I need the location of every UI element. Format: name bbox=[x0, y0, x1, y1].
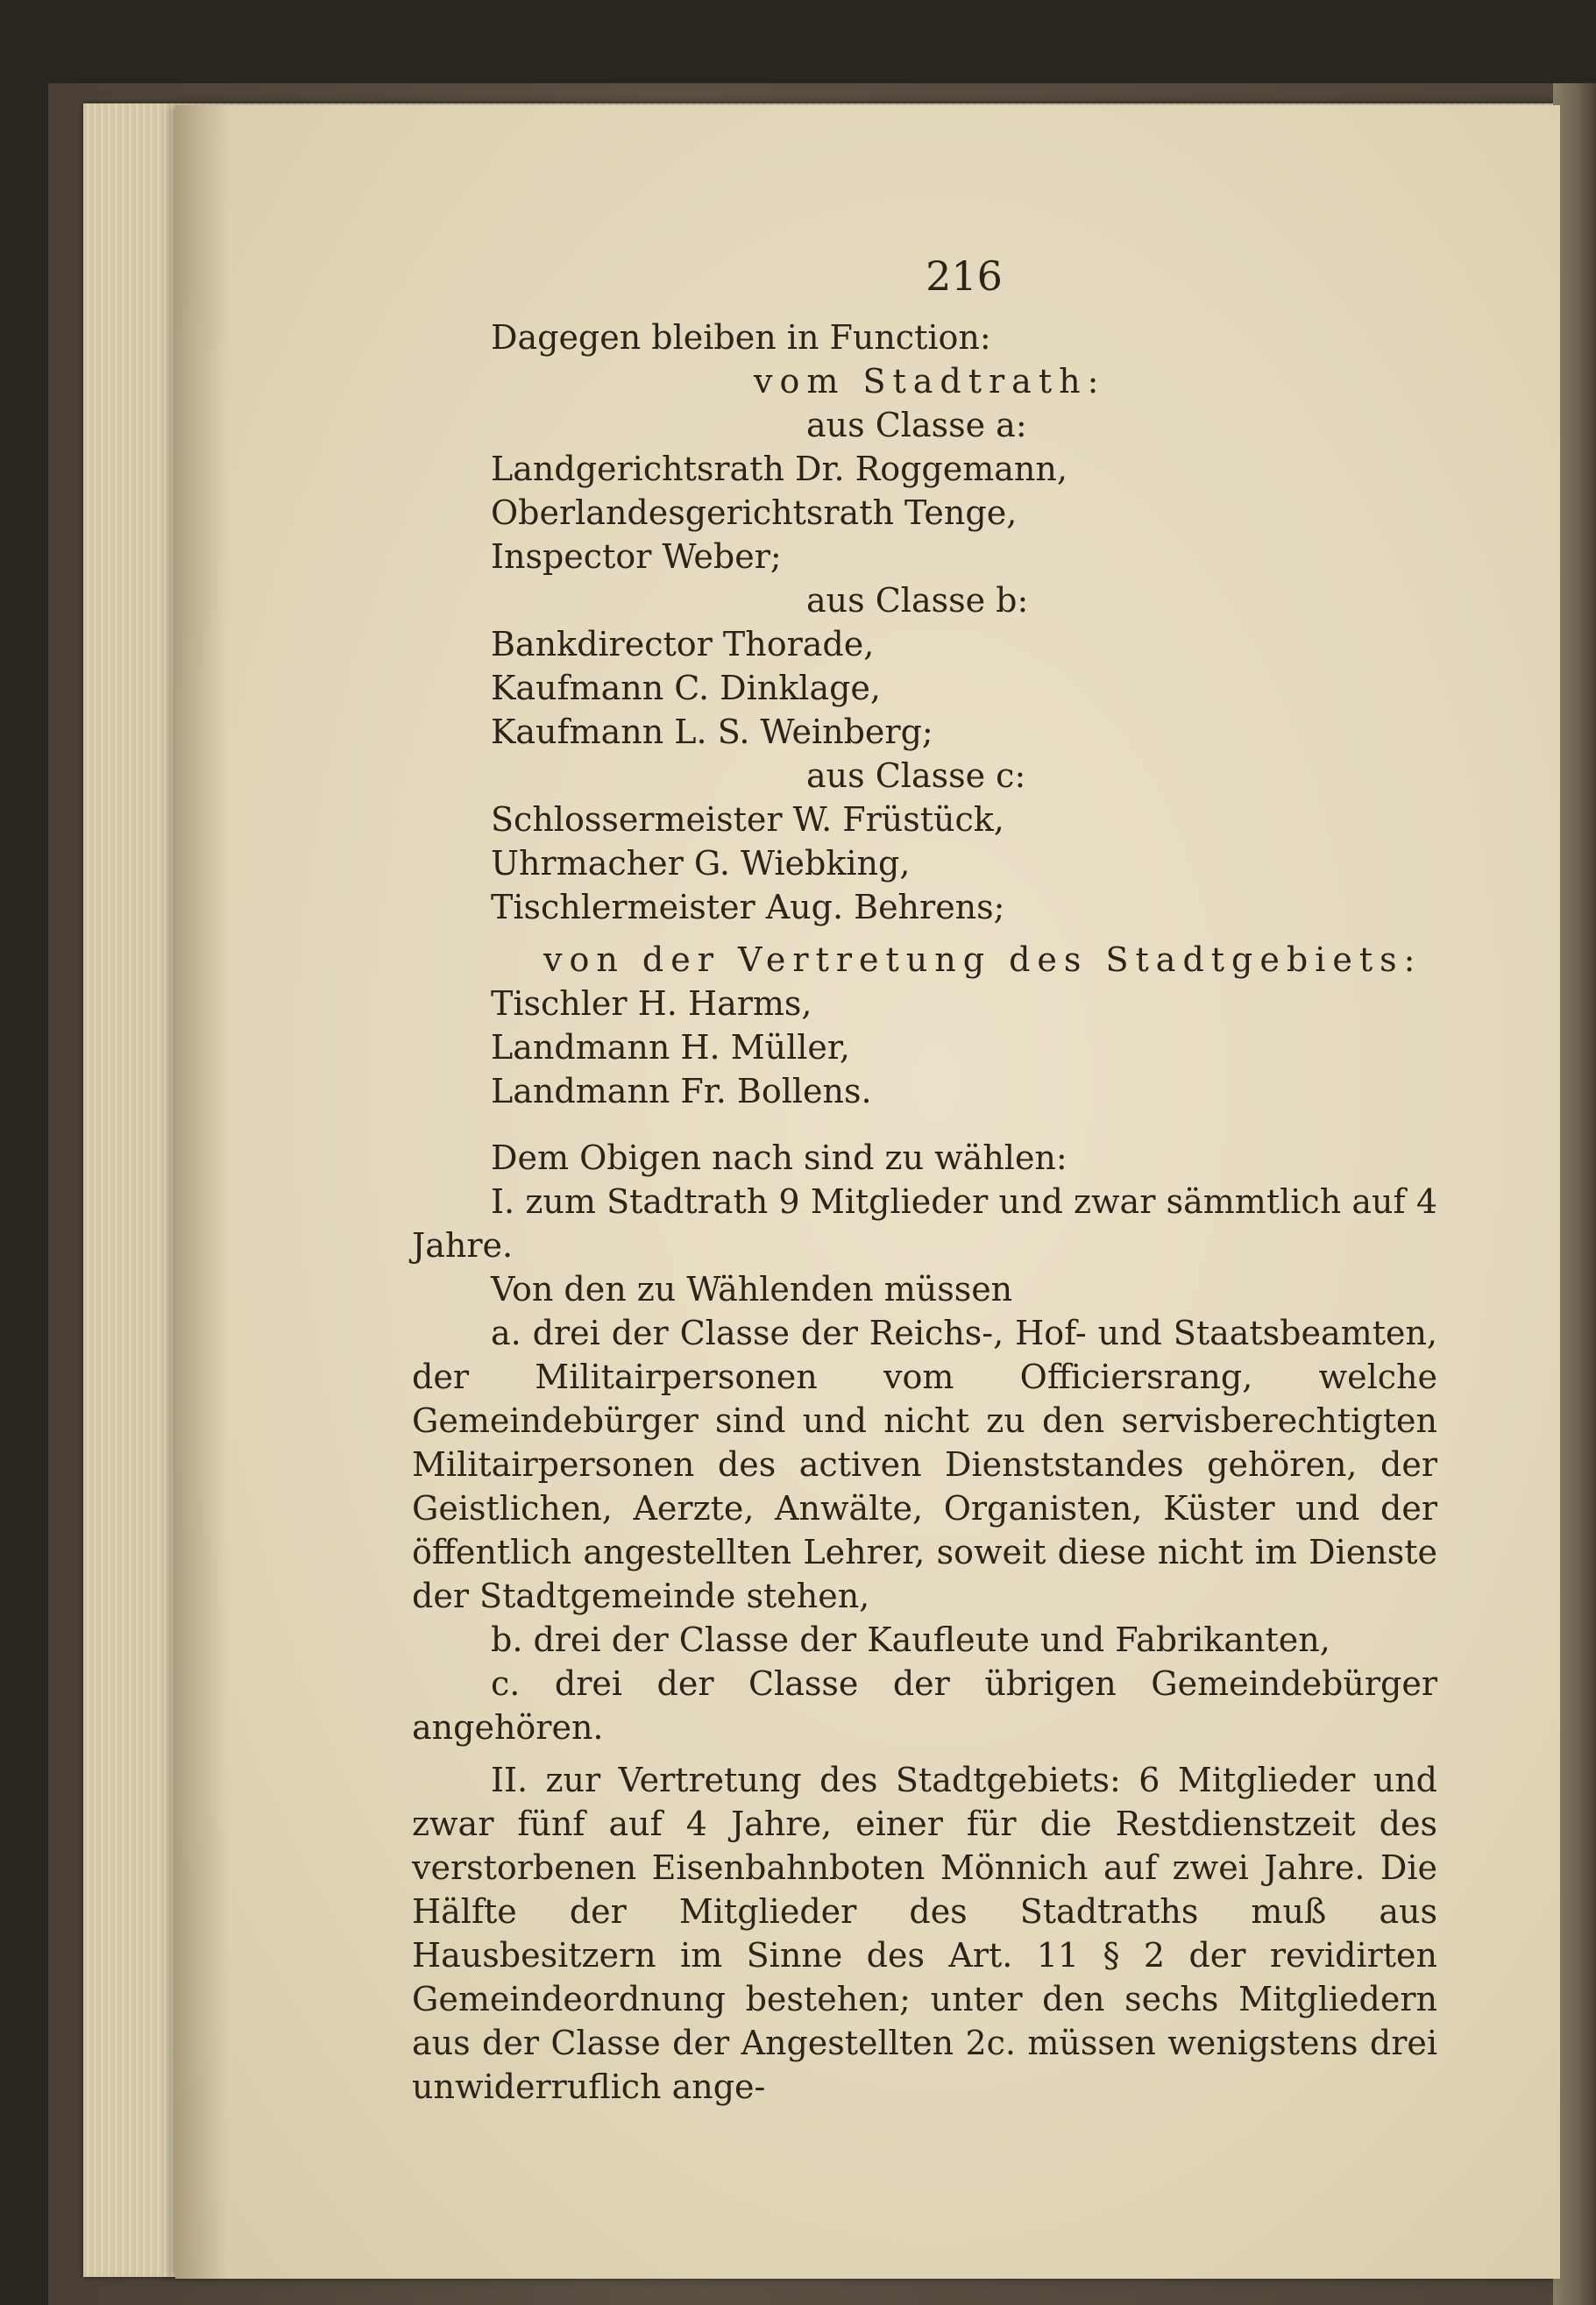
gutter-shadow bbox=[175, 105, 228, 2279]
member-line: Kaufmann L. S. Weinberg; bbox=[491, 713, 933, 751]
member-line: Oberlandesgerichtsrath Tenge, bbox=[491, 493, 1018, 532]
member-line: Inspector Weber; bbox=[491, 537, 782, 576]
member-line: Landmann H. Müller, bbox=[491, 1028, 850, 1067]
paragraph: b. drei der Classe der Kaufleute und Fabrikanten, bbox=[491, 1621, 1330, 1659]
paragraph: Von den zu Wählenden müssen bbox=[491, 1270, 1013, 1309]
page-text bbox=[412, 252, 1437, 2109]
paragraph: II. zur Vertretung des Stadtgebiets: 6 Mitglieder und zwar fünf auf 4 Jahre, einer für die Restdienstzeit des verstorbenen Eisenbahnboten Mönnich auf zwei Jahre. Die Hälfte der Mitglieder des Stadtraths muß aus Hausbesitzern im Sinne des Art. 11 § 2 der revidirten Gemeindeordnung bestehen; unter den sechs Mitgliedern aus der Classe der Angestellten 2c. müssen wenigstens drei unwiderruflich ange- bbox=[412, 1761, 1437, 2106]
member-line: Tischlermeister Aug. Behrens; bbox=[491, 888, 1005, 926]
section-heading: Dagegen bleiben in Function: bbox=[491, 318, 991, 357]
stadtrath-title: vom Stadtrath: bbox=[754, 362, 1106, 401]
member-line: Landgerichtsrath Dr. Roggemann, bbox=[491, 450, 1068, 488]
paragraph: c. drei der Classe der übrigen Gemeindebürger angehören. bbox=[412, 1664, 1437, 1747]
paragraph: a. drei der Classe der Reichs-, Hof- und Staatsbeamten, der Militairpersonen vom Officiersrang, welche Gemeindebürger sind und nicht zu den servisberechtigten Militairpersonen des activen Dienststandes gehören, der Geistlichen, Aerzte, Anwälte, Organisten, Küster und der öffentlich angestellten Lehrer, soweit diese nicht im Dienste der Stadtgemeinde stehen, bbox=[412, 1314, 1437, 1615]
member-line: Uhrmacher G. Wiebking, bbox=[491, 844, 911, 883]
member-line: Landmann Fr. Bollens. bbox=[491, 1072, 872, 1110]
vertretung-title: von der Vertretung des Stadtgebiets: bbox=[543, 940, 1422, 979]
paragraph: I. zum Stadtrath 9 Mitglieder und zwar sämmtlich auf 4 Jahre. bbox=[412, 1182, 1437, 1265]
paragraph: Dem Obigen nach sind zu wählen: bbox=[491, 1138, 1068, 1177]
member-line: Tischler H. Harms, bbox=[491, 984, 812, 1023]
class-a-label: aus Classe a: bbox=[806, 406, 1027, 444]
class-c-label: aus Classe c: bbox=[806, 756, 1026, 795]
page-number: 216 bbox=[926, 252, 1003, 300]
member-line: Bankdirector Thorade, bbox=[491, 625, 875, 663]
member-line: Kaufmann C. Dinklage, bbox=[491, 669, 881, 707]
class-b-label: aus Classe b: bbox=[806, 581, 1029, 620]
member-line: Schlossermeister W. Früstück, bbox=[491, 800, 1004, 839]
